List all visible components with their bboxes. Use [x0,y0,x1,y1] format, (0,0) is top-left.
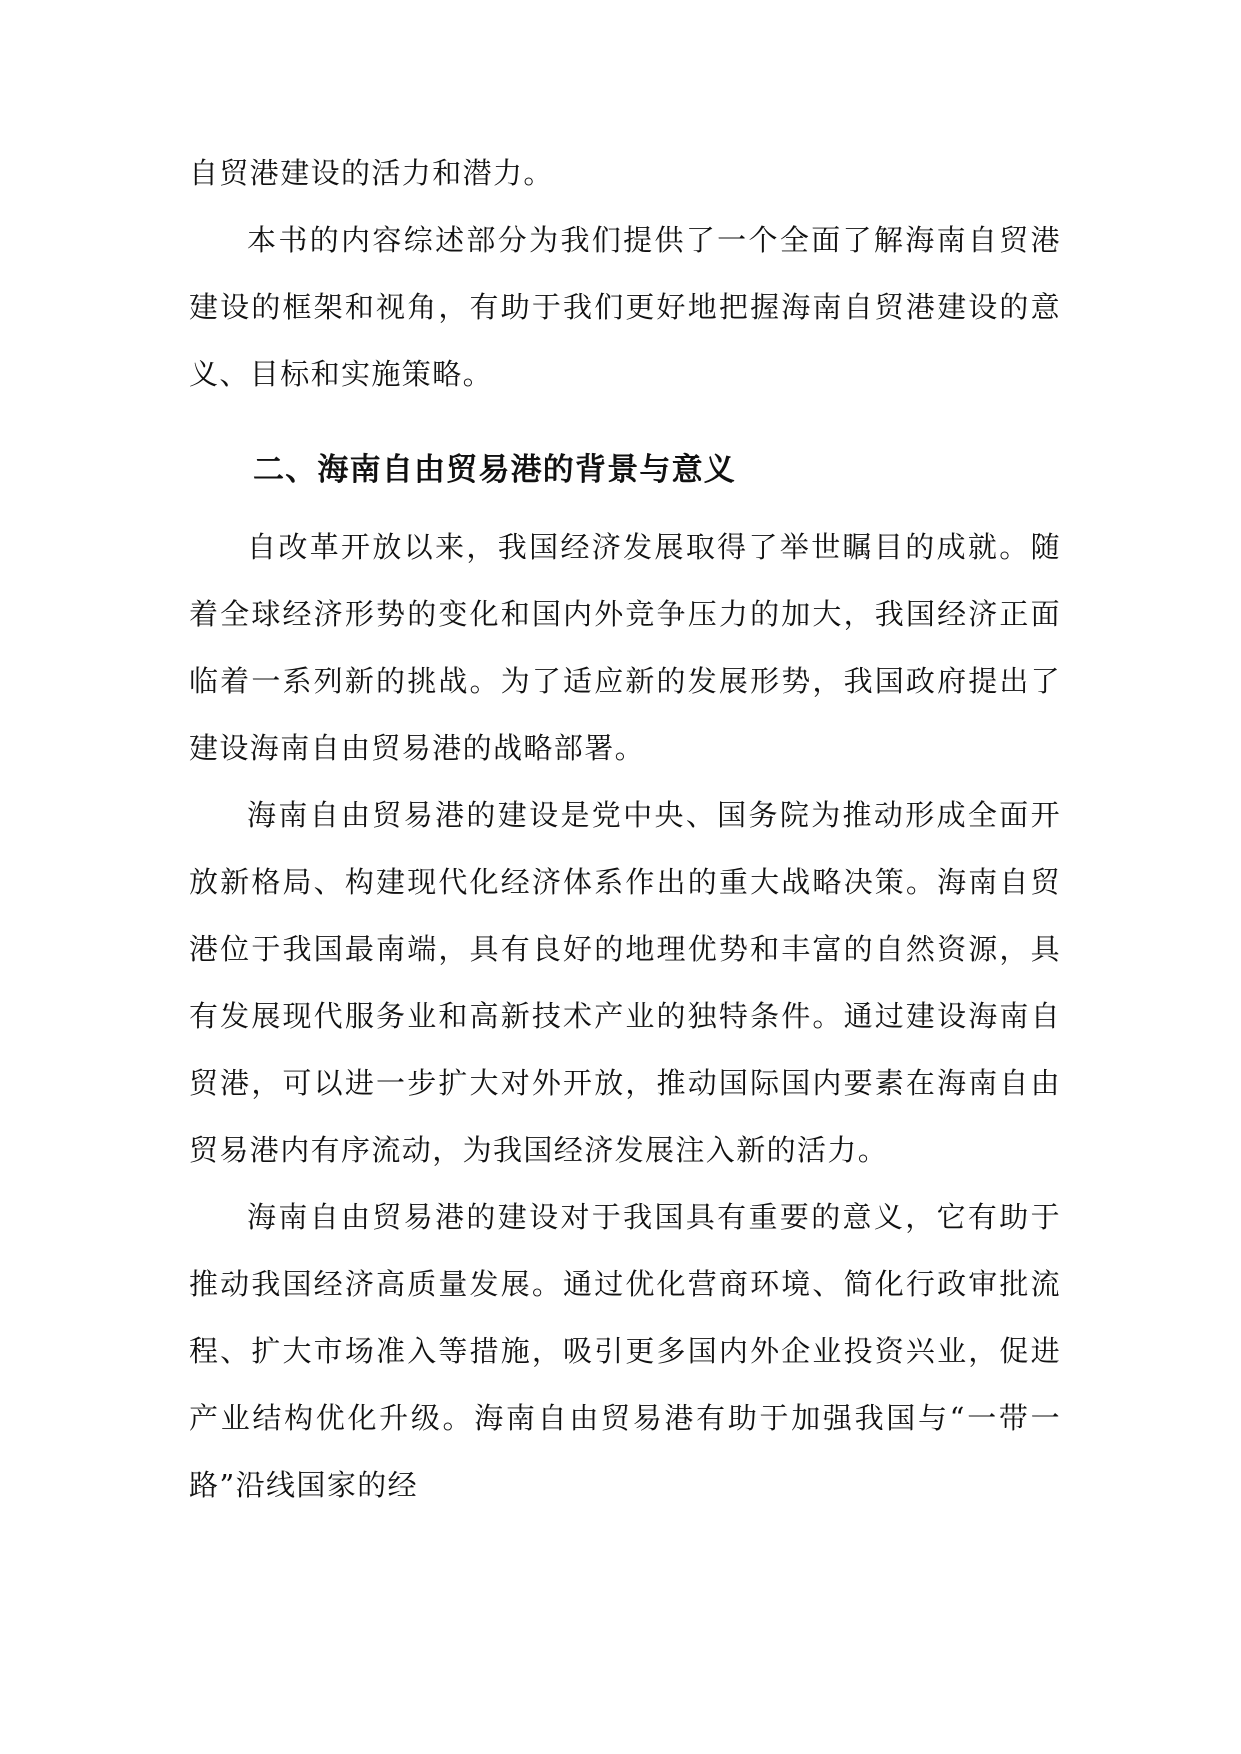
paragraph-strategy: 海南自由贸易港的建设是党中央、国务院为推动形成全面开放新格局、构建现代化经济体系作出的重大战略决策。海南自贸港位于我国最南端，具有良好的地理优势和丰富的自然资源，具有发展现代服务业和高新技术产业的独特条件。通过建设海南自贸港，可以进一步扩大对外开放，推动国际国内要素在海南自由贸易港内有序流动，为我国经济发展注入新的活力。 [189,798,1061,1167]
paragraph-significance: 海南自由贸易港的建设对于我国具有重要的意义，它有助于推动我国经济高质量发展。通过优化营商环境、简化行政审批流程、扩大市场准入等措施，吸引更多国内外企业投资兴业，促进产业结构优化升级。海南自由贸易港有助于加强我国与“一带一路”沿线国家的经 [189,1200,1061,1502]
document-body [189,140,1061,1519]
section-heading: 二、海南自由贸易港的背景与意义 [253,452,736,488]
paragraph-overview: 本书的内容综述部分为我们提供了一个全面了解海南自贸港建设的框架和视角，有助于我们更好地把握海南自贸港建设的意义、目标和实施策略。 [189,223,1061,391]
paragraph-continuation: 自贸港建设的活力和潜力。 [189,156,554,190]
paragraph-background: 自改革开放以来，我国经济发展取得了举世瞩目的成就。随着全球经济形势的变化和国内外竞争压力的加大，我国经济正面临着一系列新的挑战。为了适应新的发展形势，我国政府提出了建设海南自由贸易港的战略部署。 [189,530,1061,765]
